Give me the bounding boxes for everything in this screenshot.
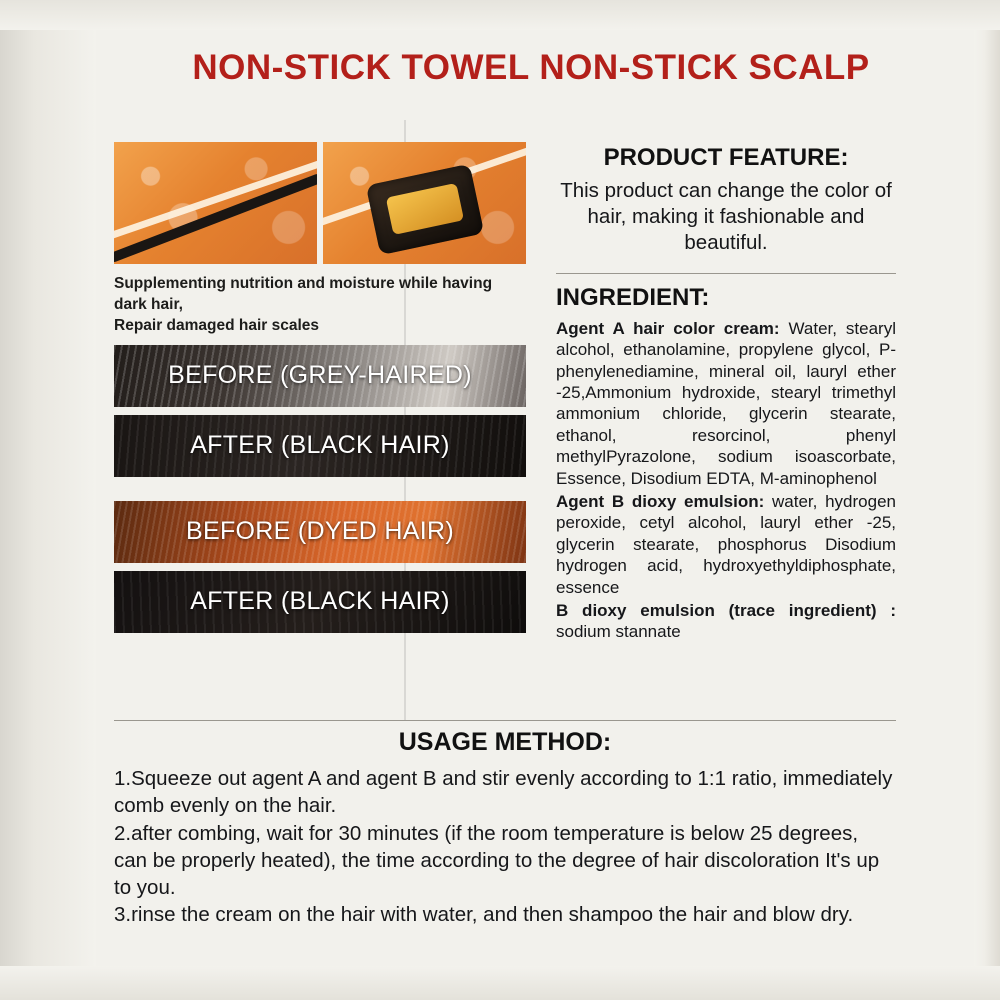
hair-cuticle-photo (323, 142, 526, 264)
comparison-label: AFTER (BLACK HAIR) (190, 587, 450, 616)
product-feature-text: This product can change the color of hair, making it fashionable and beautiful. (560, 179, 892, 255)
package-right-edge (974, 0, 1000, 1000)
ingredient-agent-a-text: Water, stearyl alcohol, ethanolamine, propylene glycol, P-phenylenediamine, mineral oil, lauryl ether -25,Ammonium hydroxide, stearyl trimethyl ammonium chloride, glycerin stearate, ethanol, resorcinol, phenyl methylPyrazolone, sodium isoascorbate, Essence, Disodium EDTA, M-aminophenol (556, 318, 896, 488)
dark-strand-shape (114, 172, 317, 263)
comparison-band-after-black-2 (114, 571, 526, 633)
photo-row (114, 142, 526, 264)
usage-divider (114, 720, 896, 721)
right-column (556, 144, 896, 645)
ingredient-agent-a-label: Agent A hair color cream: (556, 318, 780, 338)
ingredient-trace-text: sodium stannate (556, 622, 681, 642)
comparison-label: BEFORE (DYED HAIR) (186, 517, 454, 546)
photo-caption-line-1: Supplementing nutrition and moisture while having dark hair, (114, 275, 493, 313)
ingredient-trace (556, 600, 896, 643)
divider (556, 273, 896, 274)
comparison-band-after-black-1 (114, 415, 526, 477)
light-strand-shape (114, 159, 317, 240)
hair-strand-photo (114, 142, 317, 264)
package-left-edge (0, 0, 96, 1000)
usage-steps (114, 765, 896, 929)
product-feature-heading: PRODUCT FEATURE: (603, 144, 849, 171)
usage-step-1: 1.Squeeze out agent A and agent B and stir evenly according to 1:1 ratio, immediately comb evenly on the hair. (114, 767, 893, 818)
ingredient-heading: INGREDIENT: (556, 283, 710, 311)
band-gap (114, 477, 534, 493)
comparison-label: AFTER (BLACK HAIR) (190, 431, 450, 460)
ingredient-agent-b-label: Agent B dioxy emulsion: (556, 491, 765, 511)
comparison-label: BEFORE (GREY-HAIRED) (168, 361, 472, 390)
usage-step-2: 2.after combing, wait for 30 minutes (if the room temperature is below 25 degrees, can be properly heated), the time according to the degree of hair discoloration It's up to you. (114, 821, 880, 899)
left-column (114, 142, 534, 633)
usage-section (114, 728, 896, 929)
photo-caption-line-2: Repair damaged hair scales (114, 316, 320, 334)
package-top-edge (0, 0, 1000, 30)
ingredient-trace-label: B dioxy emulsion (trace ingredient) : (556, 600, 896, 620)
ingredient-body (556, 318, 896, 643)
cuticle-cross-section-shape (366, 164, 484, 255)
ingredient-agent-b (556, 491, 896, 598)
ingredient-agent-a (556, 318, 896, 489)
comparison-band-before-grey (114, 345, 526, 407)
usage-step-3: 3.rinse the cream on the hair with water, and then shampoo the hair and blow dry. (114, 903, 854, 927)
page-title: NON-STICK TOWEL NON-STICK SCALP (192, 48, 870, 87)
comparison-band-before-dyed (114, 501, 526, 563)
ingredient-agent-b-text: water, hydrogen peroxide, cetyl alcohol, lauryl ether -25, glycerin stearate, phosphorus Disodium hydrogen acid, hydroxyethyldiphosphate, essence (556, 491, 896, 597)
usage-method-heading: USAGE METHOD: (398, 728, 612, 756)
photo-caption (114, 274, 526, 337)
package-bottom-edge (0, 966, 1000, 1000)
